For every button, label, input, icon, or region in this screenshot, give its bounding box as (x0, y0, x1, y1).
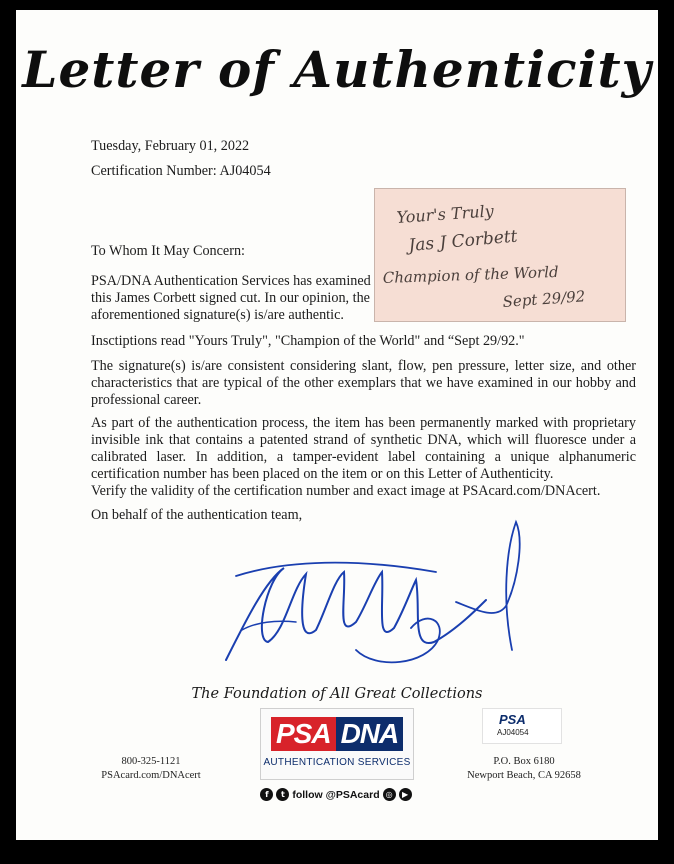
phone-number: 800-325-1121 (121, 756, 181, 767)
inscription-line-1: Your's Truly (395, 201, 495, 227)
paragraph-verify: Verify the validity of the certification number and exact image at PSAcard.com/DNAcert. (91, 483, 601, 499)
po-box: P.O. Box 6180 (493, 756, 555, 767)
salutation: To Whom It May Concern: (91, 243, 245, 259)
certification-sticker (482, 708, 562, 744)
inscription-line-2: Jas J Corbett (407, 226, 519, 256)
sticker-number: AJ04054 (497, 728, 529, 737)
youtube-icon: ▶ (399, 788, 412, 801)
certification-number: Certification Number: AJ04054 (91, 163, 271, 179)
paragraph-consistency: The signature(s) is/are consistent considering slant, flow, pen pressure, letter size, and other characteristics that are typical of the other exemplars that we have examined in our hobby and professional career. (91, 358, 636, 408)
letter-date: Tuesday, February 01, 2022 (91, 138, 250, 154)
inscription-line-4: Sept 29/92 (502, 287, 586, 311)
logo-wordmark (271, 717, 403, 751)
instagram-icon: ◎ (383, 788, 396, 801)
inscription-line-3: Champion of the World (382, 262, 559, 287)
logo-dna-text: DNA (336, 717, 404, 751)
social-handle: follow @PSAcard (292, 788, 380, 801)
city-address: Newport Beach, CA 92658 (467, 770, 581, 781)
footer-tagline: The Foundation of All Great Collections (191, 686, 483, 702)
logo-subtitle: AUTHENTICATION SERVICES (263, 757, 411, 768)
facebook-icon: f (260, 788, 273, 801)
inscription-handwriting (375, 189, 625, 321)
sticker-logo: PSA (499, 712, 526, 727)
logo-psa-text: PSA (271, 717, 336, 751)
contact-left (91, 755, 211, 783)
contact-right (449, 755, 599, 783)
signed-cut-image (374, 188, 626, 322)
website-link: PSAcard.com/DNAcert (101, 770, 201, 781)
letter-page (16, 10, 658, 840)
psa-dna-logo (260, 708, 414, 780)
twitter-icon: t (276, 788, 289, 801)
page-title: Letter of Authenticity (22, 40, 652, 99)
closing-line: On behalf of the authentication team, (91, 507, 303, 523)
paragraph-inscriptions: Insctiptions read "Yours Truly", "Champion of the World" and “Sept 29/92." (91, 333, 525, 349)
paragraph-dna-process: As part of the authentication process, the item has been permanently marked with proprietary invisible ink that contains a patented strand of synthetic DNA, which will fluoresce under a calibrated laser. In addition, a tamper-evident label containing a unique alphanumeric certification number has been placed on the item or on this Letter of Authenticity. (91, 415, 636, 482)
paragraph-examination: PSA/DNA Authentication Services has examined this James Corbett signed cut. In our opinion, the aforementioned signature(s) is/are authentic. (91, 273, 371, 323)
social-bar (260, 788, 412, 801)
authenticator-signature (206, 510, 536, 680)
